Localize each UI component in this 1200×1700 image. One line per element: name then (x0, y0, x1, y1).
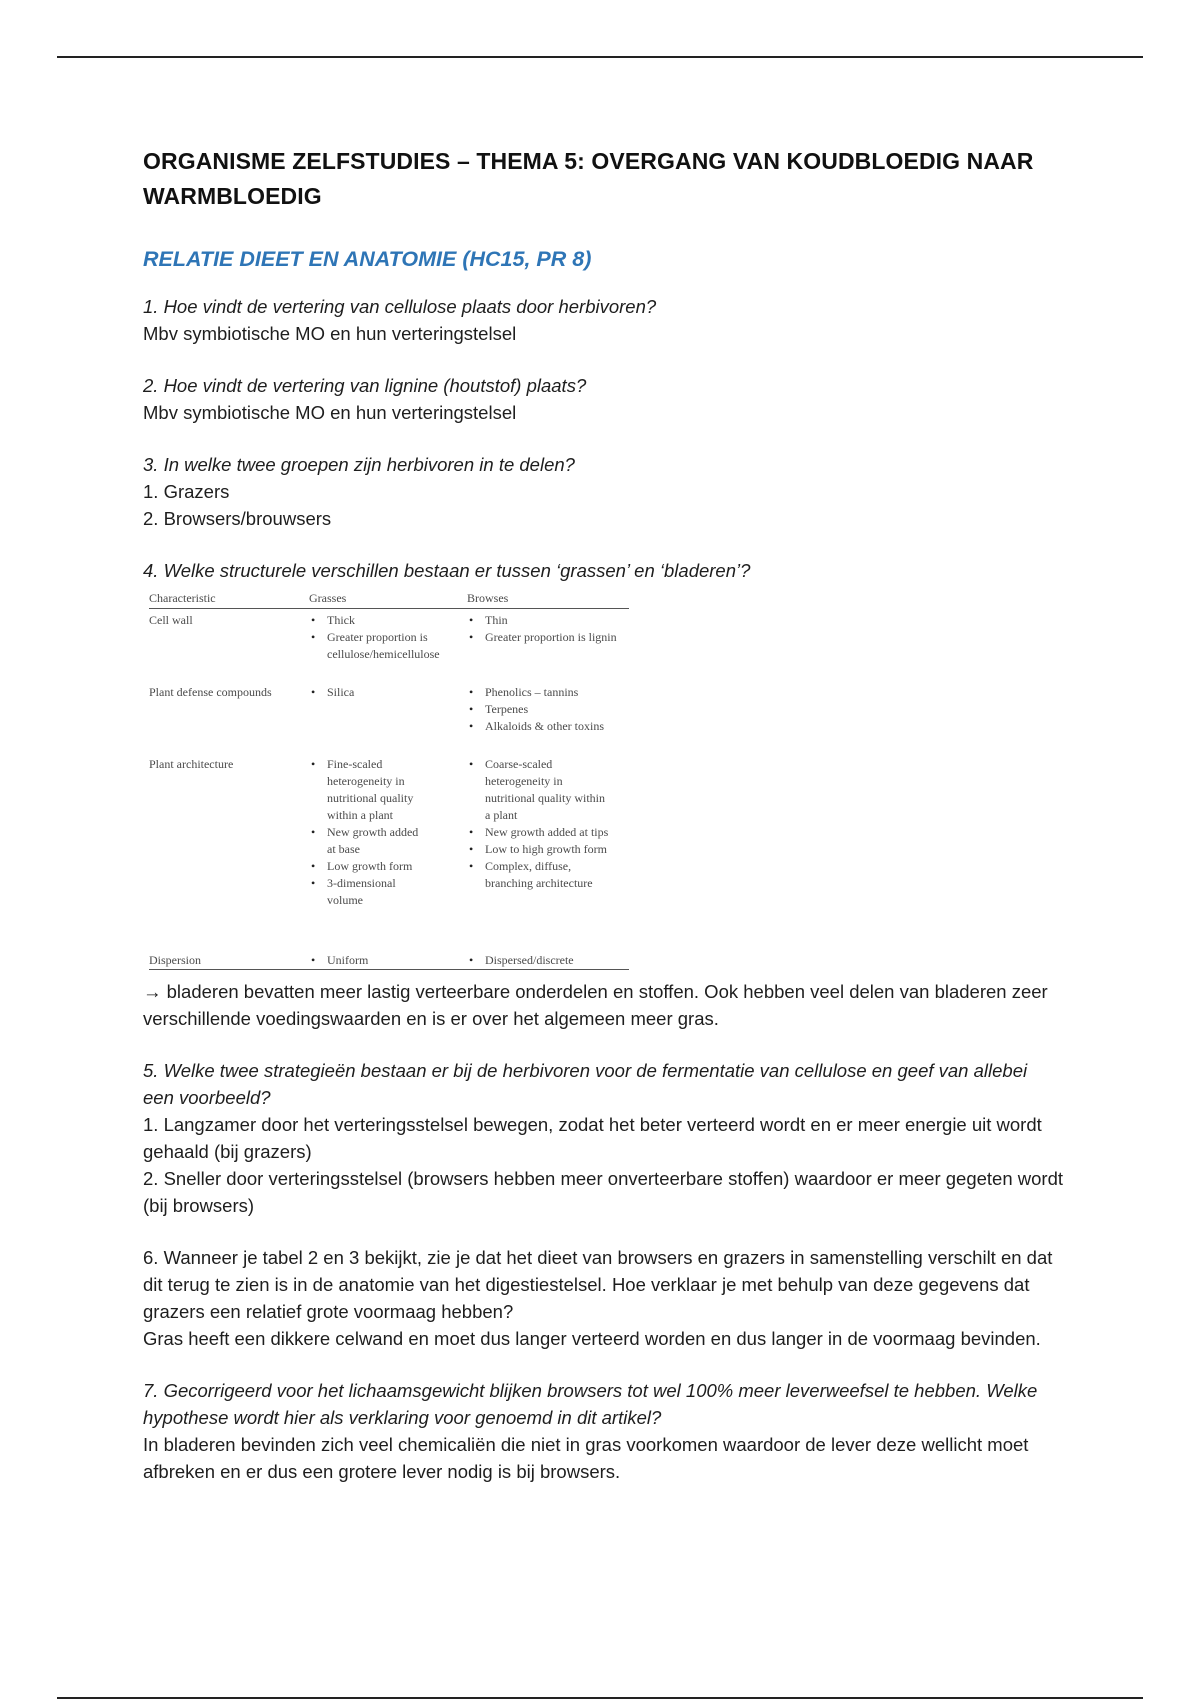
table-bullet: • Coarse-scaled heterogeneity in nutritional quality within a plant (467, 756, 609, 824)
table-bullet: • Thick (309, 612, 467, 629)
question-5: 5. Welke twee strategieën bestaan er bij de herbivoren voor de fermentatie van cellulose en geef van allebei een voorbeeld? (143, 1060, 1028, 1108)
table-bullet: • Greater proportion is cellulose/hemicellulose (309, 629, 467, 663)
table-bullet: • Thin (467, 612, 629, 629)
table-row (149, 952, 629, 970)
document-title: ORGANISME ZELFSTUDIES – THEMA 5: OVERGANG VAN KOUDBLOEDIG NAAR WARMBLOEDIG (143, 148, 1034, 209)
answer-6: Gras heeft een dikkere celwand en moet dus langer verteerd worden en dus langer in de voormaag bevinden. (143, 1328, 1041, 1349)
table-bullet: • New growth added at base (309, 824, 429, 858)
question-5-block (143, 1057, 1063, 1219)
question-2: 2. Hoe vindt de vertering van lignine (houtstof) plaats? (143, 375, 587, 396)
table-row (149, 609, 629, 684)
table-cell: Cell wall (149, 613, 193, 627)
table-cell: Dispersion (149, 953, 201, 967)
table-cell: Plant architecture (149, 757, 234, 771)
answer-7: In bladeren bevinden zich veel chemicaliën die niet in gras voorkomen waardoor de lever deze wellicht moet afbreken en er dus een grotere lever nodig is bij browsers. (143, 1434, 1029, 1482)
table-header-cell: Characteristic (149, 591, 216, 605)
header-rule (57, 56, 1143, 58)
table-bullet: • Alkaloids & other toxins (467, 718, 629, 735)
answer-3-item: 2. Browsers/brouwsers (143, 508, 332, 529)
table-header-cell: Grasses (309, 591, 347, 605)
answer-4 (143, 978, 1063, 1032)
question-3: 3. In welke twee groepen zijn herbivoren in te delen? (143, 454, 575, 475)
answer-4-text: bladeren bevatten meer lastig verteerbare onderdelen en stoffen. Ook hebben veel delen van bladeren zeer verschillende voedingswaarden en is er over het algemeen meer gras. (143, 981, 1048, 1029)
answer-2: Mbv symbiotische MO en hun verteringstelsel (143, 402, 517, 423)
arrow-icon: → (143, 981, 162, 1002)
section-heading: RELATIE DIEET EN ANATOMIE (HC15, PR 8) (143, 247, 592, 271)
table-bullet: • Silica (309, 684, 467, 701)
answer-3-item: 1. Grazers (143, 481, 230, 502)
table-cell: Plant defense compounds (149, 685, 272, 699)
question-3-block (143, 451, 1063, 532)
question-1: 1. Hoe vindt de vertering van cellulose plaats door herbivoren? (143, 296, 657, 317)
table-bullet: • Fine-scaled heterogeneity in nutritional quality within a plant (309, 756, 429, 824)
table-bullet: • Complex, diffuse, branching architecture (467, 858, 609, 892)
answer-5-item: 1. Langzamer door het verteringsstelsel bewegen, zodat het beter verteerd wordt en er meer energie uit wordt gehaald (bij grazers) (143, 1114, 1042, 1162)
answer-1: Mbv symbiotische MO en hun verteringstelsel (143, 323, 517, 344)
question-7: 7. Gecorrigeerd voor het lichaamsgewicht blijken browsers tot wel 100% meer leverweefsel te hebben. Welke hypothese wordt hier als verklaring voor genoemd in dit artikel? (143, 1380, 1038, 1428)
table-bullet: • 3-dimensional volume (309, 875, 429, 909)
question-7-block (143, 1377, 1063, 1485)
table-bullet: • New growth added at tips (467, 824, 609, 841)
question-4: 4. Welke structurele verschillen bestaan er tussen ‘grassen’ en ‘bladeren’? (143, 560, 751, 581)
grasses-browses-table (149, 590, 629, 970)
question-4-block (143, 557, 1063, 1032)
table-row (149, 684, 629, 756)
table-row (149, 756, 629, 952)
question-6: 6. Wanneer je tabel 2 en 3 bekijkt, zie je dat het dieet van browsers en grazers in samenstelling verschilt en dat dit terug te zien is in de anatomie van het digestiestelsel. Hoe verklaar je met behulp van deze gegevens dat grazers een relatief grote voormaag hebben? (143, 1247, 1053, 1322)
footer-rule (57, 1697, 1143, 1699)
table-bullet: • Dispersed/discrete (467, 952, 629, 969)
table-header-cell: Browses (467, 591, 509, 605)
table-bullet: • Low to high growth form (467, 841, 609, 858)
table-bullet: • Phenolics – tannins (467, 684, 629, 701)
question-2-block (143, 372, 1063, 426)
table-bullet: • Low growth form (309, 858, 429, 875)
table-bullet: • Terpenes (467, 701, 629, 718)
table-bullet: • Greater proportion is lignin (467, 629, 629, 646)
document-body (143, 144, 1063, 1485)
question-1-block (143, 293, 1063, 347)
table-header-row (149, 590, 629, 609)
question-6-block (143, 1244, 1063, 1352)
table-bullet: • Uniform (309, 952, 467, 969)
answer-5-item: 2. Sneller door verteringsstelsel (browsers hebben meer onverteerbare stoffen) waardoor er meer gegeten wordt (bij browsers) (143, 1168, 1063, 1216)
